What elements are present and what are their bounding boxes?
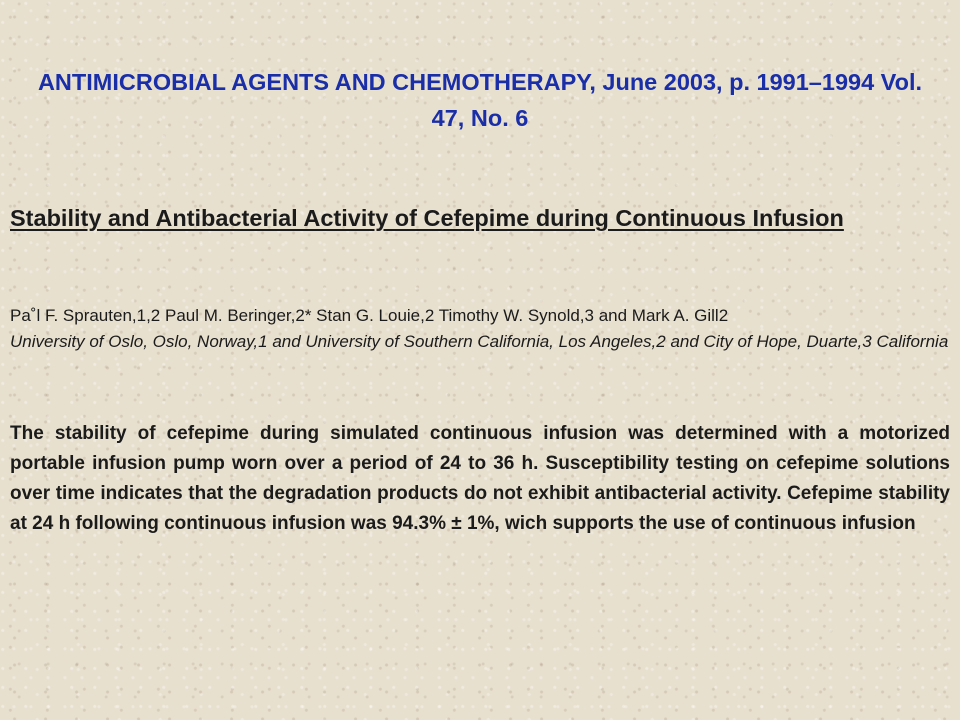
author-affiliations: University of Oslo, Oslo, Norway,1 and University of Southern California, Los Angeles,2 and City of Hope, Duarte,3 California xyxy=(10,332,949,351)
abstract-paragraph: The stability of cefepime during simulated continuous infusion was determined with a motorized portable infusion pump worn over a period of 24 to 36 h. Susceptibility testing on cefepime solutions over time indicates that the degradation products do not exhibit antibacterial activity. Cefepime stability at 24 h following continuous infusion was 94.3% ± 1%, wich supports the use of continuous infusion xyxy=(10,423,950,534)
article-title: Stability and Antibacterial Activity of Cefepime during Continuous Infusion xyxy=(10,205,844,231)
author-list: Pa˚l F. Sprauten,1,2 Paul M. Beringer,2* Stan G. Louie,2 Timothy W. Synold,3 and Mark A. Gill2 xyxy=(10,306,729,325)
author-block xyxy=(10,303,950,355)
journal-citation-header: ANTIMICROBIAL AGENTS AND CHEMOTHERAPY, June 2003, p. 1991–1994 Vol. 47, No. 6 xyxy=(37,69,923,131)
